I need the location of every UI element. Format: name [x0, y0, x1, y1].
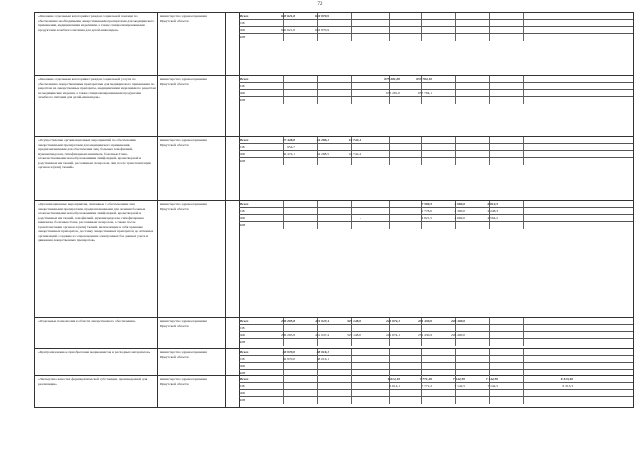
funding-source-label: Всего [240, 377, 249, 381]
funding-row [239, 90, 633, 97]
funding-row [239, 383, 633, 390]
column-divider [225, 137, 226, 200]
funding-value: 241 674,1 [386, 333, 400, 337]
measure-description: «Оказание отдельным категориям граждан социальной помощи по обеспечению необходимыми лекарственными препаратами для медицинского применения, медицинскими изделиями, а также специализированными продуктами лечебного питания для детей-инвалидов» [38, 14, 155, 32]
funding-source-label: ОБ [240, 357, 245, 361]
funding-value: 7 771,20 [419, 377, 432, 381]
funding-value: 7 771,2 [421, 384, 432, 388]
funding-value: 7 142,5 [487, 384, 498, 388]
funding-value: 296 295,8 [281, 333, 295, 337]
funding-rows [239, 201, 633, 228]
funding-source-label: ОБ [240, 326, 245, 330]
funding-row [239, 27, 633, 34]
funding-value: 657 784,1 [418, 91, 432, 95]
funding-source-label: ОБ [240, 21, 245, 25]
column-divider [225, 76, 226, 136]
funding-row [239, 201, 633, 208]
funding-source-label: Всего [240, 319, 249, 323]
funding-value: 6 614,10 [387, 377, 400, 381]
funding-value: 431 047,4 [315, 333, 329, 337]
funding-rows [239, 13, 633, 40]
funding-source-label: ФБ [240, 391, 245, 395]
measure-description: «Отдельные полномочия в области лекарственного обеспечения» [38, 319, 136, 323]
program-table [34, 12, 634, 408]
funding-row [239, 151, 633, 158]
funding-row [239, 339, 633, 345]
funding-value: 6 313,3 [562, 384, 573, 388]
table-section [34, 13, 634, 76]
funding-source-label: ФБ [240, 91, 245, 95]
funding-value: 241 674,1 [386, 319, 400, 323]
funding-row [239, 318, 633, 325]
funding-value: 640 621,8 [281, 28, 295, 32]
funding-rows [239, 137, 633, 164]
funding-value: 431 047,4 [315, 319, 329, 323]
executor-name: министерство здравоохранения Иркутской области [160, 14, 207, 23]
funding-source-label: ФБ [240, 333, 245, 337]
funding-source-label: ФБ [240, 152, 245, 156]
funding-rows [239, 349, 633, 376]
funding-row [239, 13, 633, 20]
table-section [34, 376, 634, 408]
funding-row [239, 376, 633, 383]
funding-value: 7 142,5 [454, 384, 465, 388]
table-section [34, 349, 634, 376]
funding-value: 34 296,1 [316, 138, 329, 142]
funding-row [239, 83, 633, 90]
funding-source-label: ФБ [240, 216, 245, 220]
measure-description: «Экспертиза качества фармацевтической субстанции, произведенной для реализации» [38, 377, 148, 386]
executor-name: министерство здравоохранения Иркутской области [160, 319, 207, 328]
funding-source-label: ОБ [240, 209, 245, 213]
funding-value: 675 281,00 [384, 77, 400, 81]
funding-value: 4 960,0 [454, 202, 465, 206]
funding-value: 642 870,9 [315, 14, 329, 18]
funding-source-label: ИИ [240, 223, 246, 227]
funding-row [239, 144, 633, 151]
funding-source-label: ИИ [240, 98, 246, 102]
executor-name: министерство здравоохранения Иркутской области [160, 202, 207, 211]
executor-name: министерство здравоохранения Иркутской области [160, 77, 207, 86]
funding-value: 954,7 [287, 145, 295, 149]
funding-value: 640 621,8 [281, 14, 295, 18]
table-section [34, 137, 634, 201]
funding-value: 4 564,2 [487, 216, 498, 220]
column-divider [225, 376, 226, 407]
funding-value: 325 148,0 [347, 333, 361, 337]
executor-name: министерство здравоохранения Иркутской области [160, 350, 207, 359]
column-divider [157, 376, 158, 407]
table-section [34, 201, 634, 318]
funding-source-label: ОБ [240, 84, 245, 88]
column-divider [157, 349, 158, 375]
page-number: 72 [317, 2, 323, 7]
funding-source-label: ИИ [240, 340, 246, 344]
executor-name: министерство здравоохранения Иркутской области [160, 377, 207, 386]
funding-value: - [359, 216, 361, 220]
funding-row [239, 137, 633, 144]
table-section [34, 76, 634, 137]
funding-value: 6 614,1 [389, 384, 400, 388]
funding-value: 37 428,8 [282, 138, 295, 142]
funding-source-label: Всего [240, 138, 249, 142]
funding-row [239, 397, 633, 403]
column-divider [157, 318, 158, 348]
funding-value: 231 430,9 [418, 333, 432, 337]
funding-value: 226 400,0 [451, 333, 465, 337]
funding-value: 6 313,30 [560, 377, 573, 381]
funding-value: 4 821,5 [421, 216, 432, 220]
funding-row [239, 363, 633, 370]
column-divider [225, 349, 226, 375]
funding-value: 2 300,0 [454, 209, 465, 213]
funding-row [239, 97, 633, 103]
column-divider [157, 137, 158, 200]
funding-source-label: ИИ [240, 159, 246, 163]
column-divider [157, 13, 158, 75]
funding-value: 2 248,3 [487, 209, 498, 213]
funding-value: 38 016,1 [316, 357, 329, 361]
measure-description: «Централизованное приобретение медикаментов и расходных материалов» [38, 350, 151, 354]
funding-source-label: Всего [240, 14, 249, 18]
funding-source-label: ОБ [240, 384, 245, 388]
funding-source-label: ИИ [240, 35, 246, 39]
funding-value: 16 742,4 [348, 138, 361, 142]
funding-value: 296 295,8 [281, 319, 295, 323]
funding-value: 657 784,10 [416, 77, 432, 81]
funding-value: 6 812,5 [487, 202, 498, 206]
funding-source-label: ФБ [240, 28, 245, 32]
funding-row [239, 34, 633, 40]
funding-value: 231 430,9 [418, 319, 432, 323]
funding-row [239, 76, 633, 83]
funding-row [239, 332, 633, 339]
funding-source-label: Всего [240, 77, 249, 81]
funding-value: 675 281,0 [386, 91, 400, 95]
funding-row [239, 325, 633, 332]
funding-value: 36 970,0 [282, 350, 295, 354]
funding-source-label: ИИ [240, 371, 246, 375]
funding-rows [239, 76, 633, 103]
funding-value: 325 148,0 [347, 319, 361, 323]
funding-value: 38 016,1 [316, 350, 329, 354]
funding-source-label: ИИ [240, 398, 246, 402]
funding-value: 34 288,5 [316, 152, 329, 156]
funding-row [239, 20, 633, 27]
column-divider [225, 318, 226, 348]
measure-description: «Организационные мероприятия, связанные с обеспечением лиц лекарственными препаратами, предназначенными для лечения больных злокачественными новообразованиями лимфоидной, кроветворной и родственных им тканей, гемофилией, муковисцидозом, гипофизарным нанизмом, болезнью Гоше, рассеянным склерозом, а также после трансплантации органов и (или) тканей, включающие в себя хранение лекарственных препаратов, доставку лекарственных препаратов до аптечных организаций, создание и сопровождение электронных баз данных учета и движения лекарственных препаратов» [38, 202, 154, 242]
funding-row [239, 215, 633, 222]
table-section [34, 318, 634, 349]
column-divider [157, 76, 158, 136]
funding-rows [239, 376, 633, 403]
funding-row [239, 158, 633, 164]
funding-row [239, 349, 633, 356]
funding-value: 7 599,5 [421, 202, 432, 206]
funding-value: 7 142,50 [452, 377, 465, 381]
column-divider [157, 201, 158, 317]
funding-row [239, 222, 633, 228]
funding-row [239, 356, 633, 363]
funding-source-label: Всего [240, 202, 249, 206]
funding-value: 4 669,0 [454, 216, 465, 220]
funding-source-label: ОБ [240, 145, 245, 149]
funding-value: 2 778,0 [421, 209, 432, 213]
funding-value: 226 400,0 [451, 319, 465, 323]
executor-name: министерство здравоохранения Иркутской области [160, 138, 207, 147]
funding-value: 16 742,4 [348, 152, 361, 156]
measure-description: «Осуществление организационных мероприятий по обеспечению лекарственными препаратами для медицинского применения, предназначенными для обеспечения лиц, больных гемофилией, муковисцидозом, гипофизарным нанизмом, болезнью Гоше, злокачественными новообразованиями лимфоидной, кроветворной и родственных им тканей, рассеянным склерозом, лиц после трансплантации органов и (или) тканей» [38, 138, 151, 169]
funding-value: 642 870,9 [315, 28, 329, 32]
funding-rows [239, 318, 633, 345]
measure-description: «Оказание отдельным категориям граждан социальной услуги по обеспечению лекарственными препаратами для медицинского применения по рецептам на лекарственные препараты, медицинскими изделиями по рецептам на медицинские изделия, а также специализированными продуктами лечебного питания для детей-инвалидов» [38, 77, 156, 99]
funding-row [239, 390, 633, 397]
funding-source-label: Всего [240, 350, 249, 354]
column-divider [225, 201, 226, 317]
column-divider [225, 13, 226, 75]
funding-row [239, 208, 633, 215]
funding-value: 36 474,1 [282, 152, 295, 156]
funding-value: 7 142,50 [485, 377, 498, 381]
funding-source-label: ФБ [240, 364, 245, 368]
funding-value: 36 970,0 [282, 357, 295, 361]
